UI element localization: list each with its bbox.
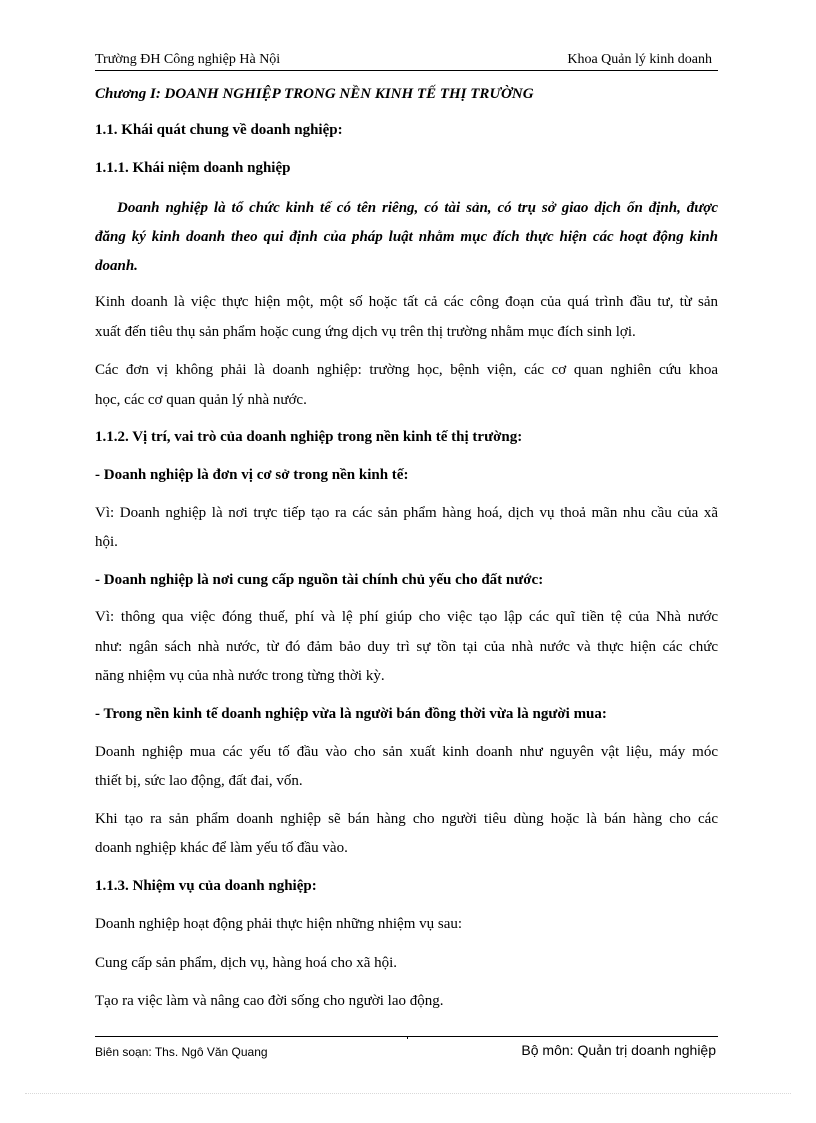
footer-author: Biên soạn: Ths. Ngô Văn Quang xyxy=(95,1045,268,1059)
paragraph-line: năng nhiệm vụ của nhà nước trong từng thời kỳ. xyxy=(95,668,385,684)
paragraph-line: học, các cơ quan quản lý nhà nước. xyxy=(95,392,307,408)
paragraph-line: Kinh doanh là việc thực hiện một, một số hoặc tất cả các công đoạn của quá trình đầu tư, từ sản xyxy=(95,294,718,310)
definition-line: doanh. xyxy=(95,258,138,274)
paragraph-line: hội. xyxy=(95,534,118,550)
paragraph-line: xuất đến tiêu thụ sản phẩm hoặc cung ứng dịch vụ trên thị trường nhằm mục đích sinh lợi. xyxy=(95,324,636,340)
footer-department: Bộ môn: Quản trị doanh nghiệp xyxy=(521,1042,716,1058)
paragraph-line: Doanh nghiệp hoạt động phải thực hiện những nhiệm vụ sau: xyxy=(95,916,463,932)
point-title: - Doanh nghiệp là nơi cung cấp nguồn tài chính chủ yếu cho đất nước: xyxy=(95,572,544,588)
chapter-title: Chương I: DOANH NGHIỆP TRONG NỀN KINH TẾ THỊ TRƯỜNG xyxy=(95,86,534,102)
footer-rule xyxy=(95,1036,718,1037)
paragraph-line: Vì: thông qua việc đóng thuế, phí và lệ phí giúp cho việc tạo lập các quĩ tiền tệ của Nhà nước xyxy=(95,609,718,625)
header-faculty: Khoa Quản lý kinh doanh xyxy=(567,52,712,67)
definition-line: Doanh nghiệp là tổ chức kinh tế có tên riêng, có tài sản, có trụ sở giao dịch ổn định, được xyxy=(117,200,718,216)
paragraph-line: Các đơn vị không phải là doanh nghiệp: trường học, bệnh viện, các cơ quan nghiên cứu khoa xyxy=(95,362,718,378)
page-boundary xyxy=(25,1093,791,1094)
paragraph-line: Doanh nghiệp mua các yếu tố đầu vào cho sản xuất kinh doanh như nguyên vật liệu, máy móc xyxy=(95,744,718,760)
point-title: - Trong nền kinh tế doanh nghiệp vừa là người bán đồng thời vừa là người mua: xyxy=(95,706,607,722)
paragraph-line: Cung cấp sản phẩm, dịch vụ, hàng hoá cho xã hội. xyxy=(95,955,398,971)
paragraph-line: Vì: Doanh nghiệp là nơi trực tiếp tạo ra các sản phẩm hàng hoá, dịch vụ thoả mãn nhu cầu của xã xyxy=(95,505,718,521)
page-header xyxy=(95,48,718,71)
footer-rule-tick xyxy=(407,1036,408,1039)
definition-line: đăng ký kinh doanh theo qui định của pháp luật nhằm mục đích thực hiện các hoạt động kinh xyxy=(95,229,718,245)
paragraph-line: như: ngân sách nhà nước, từ đó đảm bảo duy trì sự tồn tại của nhà nước và thực hiện các chức xyxy=(95,639,718,655)
section-heading-1-1: 1.1. Khái quát chung về doanh nghiệp: xyxy=(95,122,343,138)
header-university: Trường ĐH Công nghiệp Hà Nội xyxy=(95,52,281,67)
section-heading-1-1-3: 1.1.3. Nhiệm vụ của doanh nghiệp: xyxy=(95,878,317,894)
paragraph-line: thiết bị, sức lao động, đất đai, vốn. xyxy=(95,773,303,789)
section-heading-1-1-2: 1.1.2. Vị trí, vai trò của doanh nghiệp trong nền kinh tế thị trường: xyxy=(95,429,523,445)
point-title: - Doanh nghiệp là đơn vị cơ sở trong nền kinh tế: xyxy=(95,467,409,483)
paragraph-line: doanh nghiệp khác để làm yếu tố đầu vào. xyxy=(95,840,348,856)
paragraph-line: Tạo ra việc làm và nâng cao đời sống cho người lao động. xyxy=(95,993,444,1009)
paragraph-line: Khi tạo ra sản phẩm doanh nghiệp sẽ bán hàng cho người tiêu dùng hoặc là bán hàng cho các xyxy=(95,811,718,827)
section-heading-1-1-1: 1.1.1. Khái niệm doanh nghiệp xyxy=(95,160,291,176)
